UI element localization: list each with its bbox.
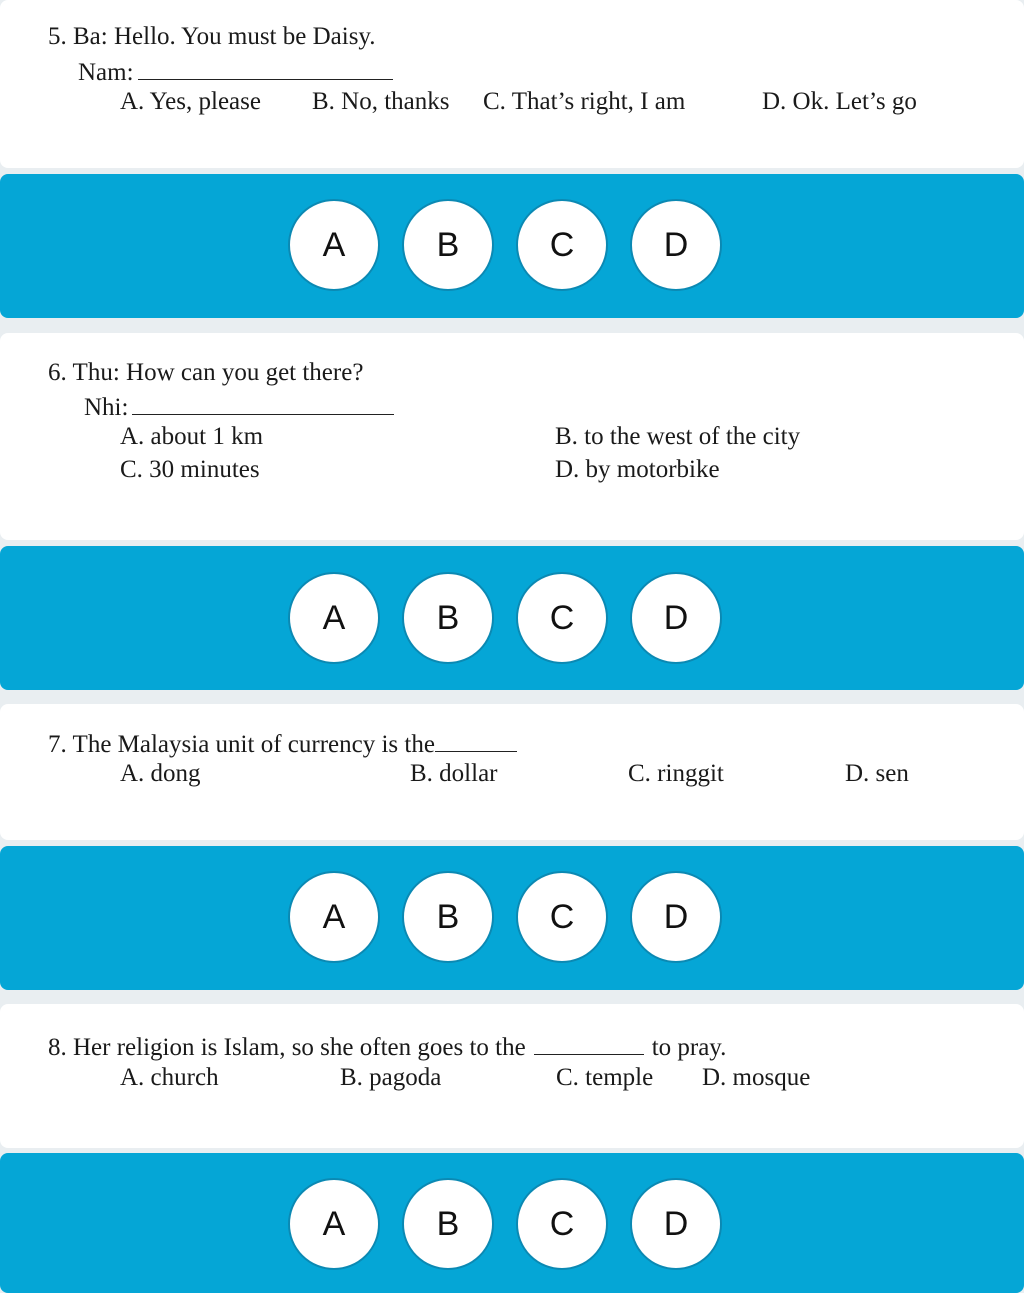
answer-button-c[interactable]: C [516, 871, 608, 963]
answer-blank [132, 390, 394, 415]
answer-button-b[interactable]: B [402, 871, 494, 963]
answer-blank [138, 55, 393, 80]
option-a: A. dong [120, 760, 201, 787]
option-c: C. ringgit [628, 760, 724, 787]
option-d: D. Ok. Let’s go [762, 88, 917, 115]
answer-button-d[interactable]: D [630, 199, 722, 291]
answer-blank [534, 1030, 644, 1055]
answer-button-d[interactable]: D [630, 1178, 722, 1270]
option-d: D. sen [845, 760, 909, 787]
answer-band-7 [0, 846, 1024, 990]
question-stem: 6. Thu: How can you get there? [48, 359, 364, 386]
answer-button-c[interactable]: C [516, 572, 608, 664]
option-c: C. 30 minutes [120, 456, 260, 483]
question-stem-line [48, 727, 517, 760]
answer-band-6 [0, 546, 1024, 690]
option-a: A. about 1 km [120, 423, 264, 450]
option-c: C. temple [556, 1064, 654, 1091]
answer-button-a[interactable]: A [288, 1178, 380, 1270]
question-stem: 7. The Malaysia unit of currency is the [48, 731, 435, 758]
option-b: B. dollar [410, 760, 498, 787]
question-stem-line [48, 1030, 726, 1063]
answer-button-b[interactable]: B [402, 572, 494, 664]
answer-button-c[interactable]: C [516, 1178, 608, 1270]
answer-blank [435, 727, 517, 752]
speaker-label: Nhi: [84, 394, 129, 421]
answer-button-b[interactable]: B [402, 1178, 494, 1270]
option-a: A. church [120, 1064, 219, 1091]
option-c: C. That’s right, I am [483, 88, 686, 115]
question-stem-end: to pray. [651, 1034, 727, 1061]
option-a: A. Yes, please [120, 88, 261, 115]
option-b: B. No, thanks [312, 88, 450, 115]
answer-band-8 [0, 1153, 1024, 1293]
option-d: D. by motorbike [555, 456, 720, 483]
answer-button-a[interactable]: A [288, 199, 380, 291]
question-stem: 5. Ba: Hello. You must be Daisy. [48, 23, 376, 50]
option-b: B. pagoda [340, 1064, 442, 1091]
question-stem: 8. Her religion is Islam, so she often goes to the [48, 1034, 526, 1061]
answer-line [78, 55, 393, 88]
answer-button-d[interactable]: D [630, 871, 722, 963]
answer-button-a[interactable]: A [288, 572, 380, 664]
answer-line [84, 390, 394, 423]
answer-button-b[interactable]: B [402, 199, 494, 291]
answer-button-c[interactable]: C [516, 199, 608, 291]
answer-button-d[interactable]: D [630, 572, 722, 664]
speaker-label: Nam: [78, 59, 134, 86]
answer-band-5 [0, 174, 1024, 318]
answer-button-a[interactable]: A [288, 871, 380, 963]
option-d: D. mosque [702, 1064, 811, 1091]
option-b: B. to the west of the city [555, 423, 801, 450]
